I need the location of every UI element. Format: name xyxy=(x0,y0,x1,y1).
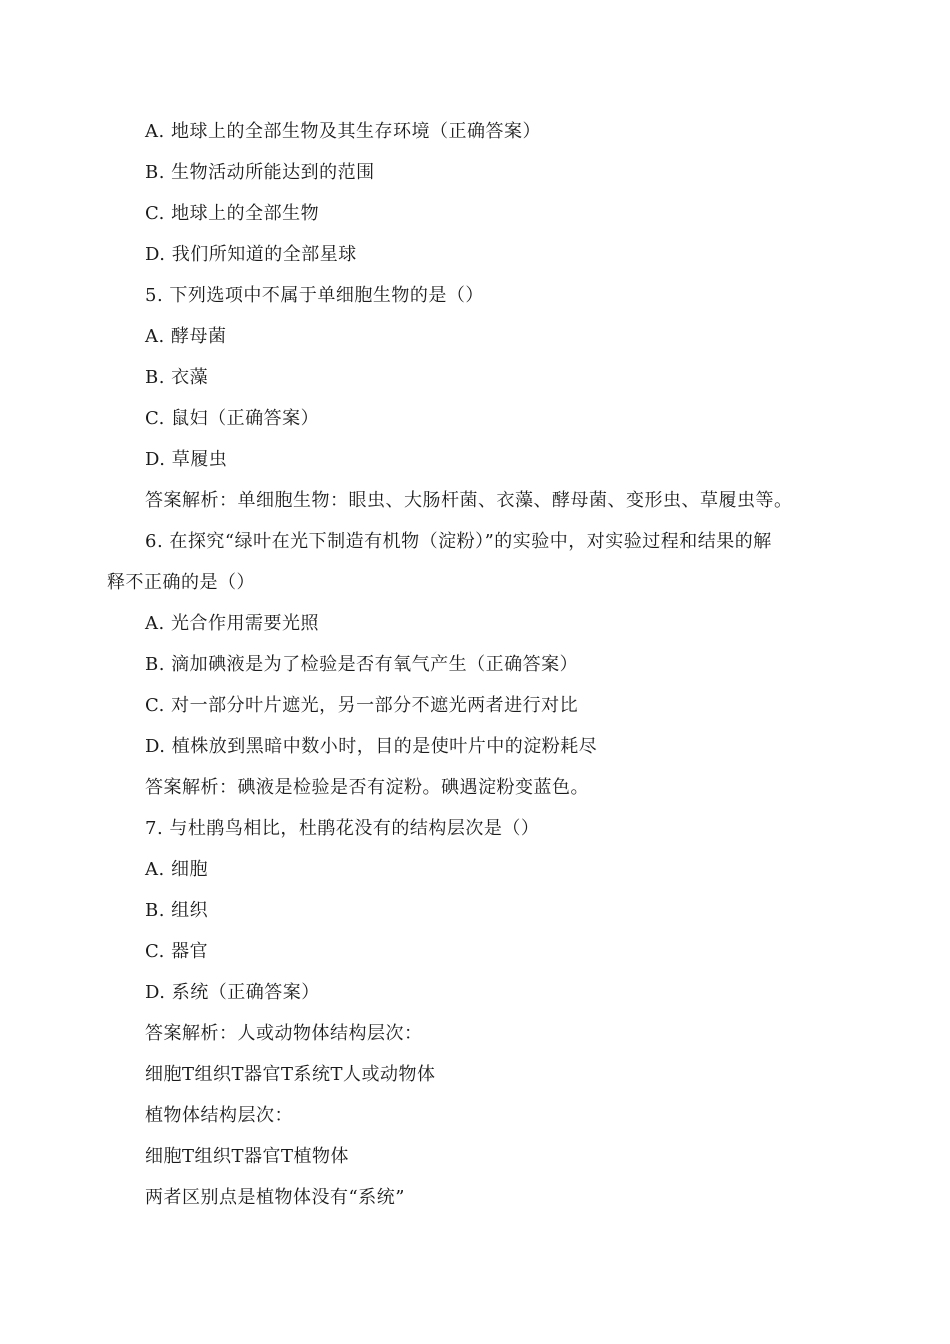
q4-option-c: C. 地球上的全部生物 xyxy=(145,203,320,224)
q6-option-b: B. 滴加碘液是为了检验是否有氧气产生（正确答案） xyxy=(145,654,579,675)
q6-question-line1: 6. 在探究“绿叶在光下制造有机物（淀粉）”的实验中，对实验过程和结果的解 xyxy=(145,531,772,552)
q6-option-c: C. 对一部分叶片遮光，另一部分不遮光两者进行对比 xyxy=(145,695,579,716)
q7-option-a: A. 细胞 xyxy=(145,859,208,880)
q7-option-c: C. 器官 xyxy=(145,941,209,962)
q7-plant-heading: 植物体结构层次： xyxy=(145,1105,293,1126)
q5-option-a: A. 酵母菌 xyxy=(145,326,227,347)
q6-explanation: 答案解析：碘液是检验是否有淀粉。碘遇淀粉变蓝色。 xyxy=(145,777,589,798)
q5-option-c: C. 鼠妇（正确答案） xyxy=(145,408,320,429)
q4-option-d: D. 我们所知道的全部星球 xyxy=(145,244,357,265)
q7-question: 7. 与杜鹃鸟相比，杜鹃花没有的结构层次是（） xyxy=(145,818,540,839)
q5-question: 5. 下列选项中不属于单细胞生物的是（） xyxy=(145,285,484,306)
q7-animal-hierarchy: 细胞T组织T器官T系统T人或动物体 xyxy=(145,1064,436,1085)
q6-option-d: D. 植株放到黑暗中数小时，目的是使叶片中的淀粉耗尽 xyxy=(145,736,598,757)
q4-option-b: B. 生物活动所能达到的范围 xyxy=(145,162,375,183)
q7-plant-hierarchy: 细胞T组织T器官T植物体 xyxy=(145,1146,350,1167)
q4-option-a: A. 地球上的全部生物及其生存环境（正确答案） xyxy=(145,121,541,142)
q7-conclusion: 两者区别点是植物体没有“系统” xyxy=(145,1187,405,1208)
q6-question-line2: 释不正确的是（） xyxy=(107,572,255,593)
q5-option-b: B. 衣藻 xyxy=(145,367,209,388)
q7-option-d: D. 系统（正确答案） xyxy=(145,982,320,1003)
q6-option-a: A. 光合作用需要光照 xyxy=(145,613,319,634)
q5-option-d: D. 草履虫 xyxy=(145,449,228,470)
q5-explanation: 答案解析：单细胞生物：眼虫、大肠杆菌、衣藻、酵母菌、变形虫、草履虫等。 xyxy=(145,490,793,511)
q7-explanation: 答案解析：人或动物体结构层次： xyxy=(145,1023,423,1044)
q7-option-b: B. 组织 xyxy=(145,900,209,921)
